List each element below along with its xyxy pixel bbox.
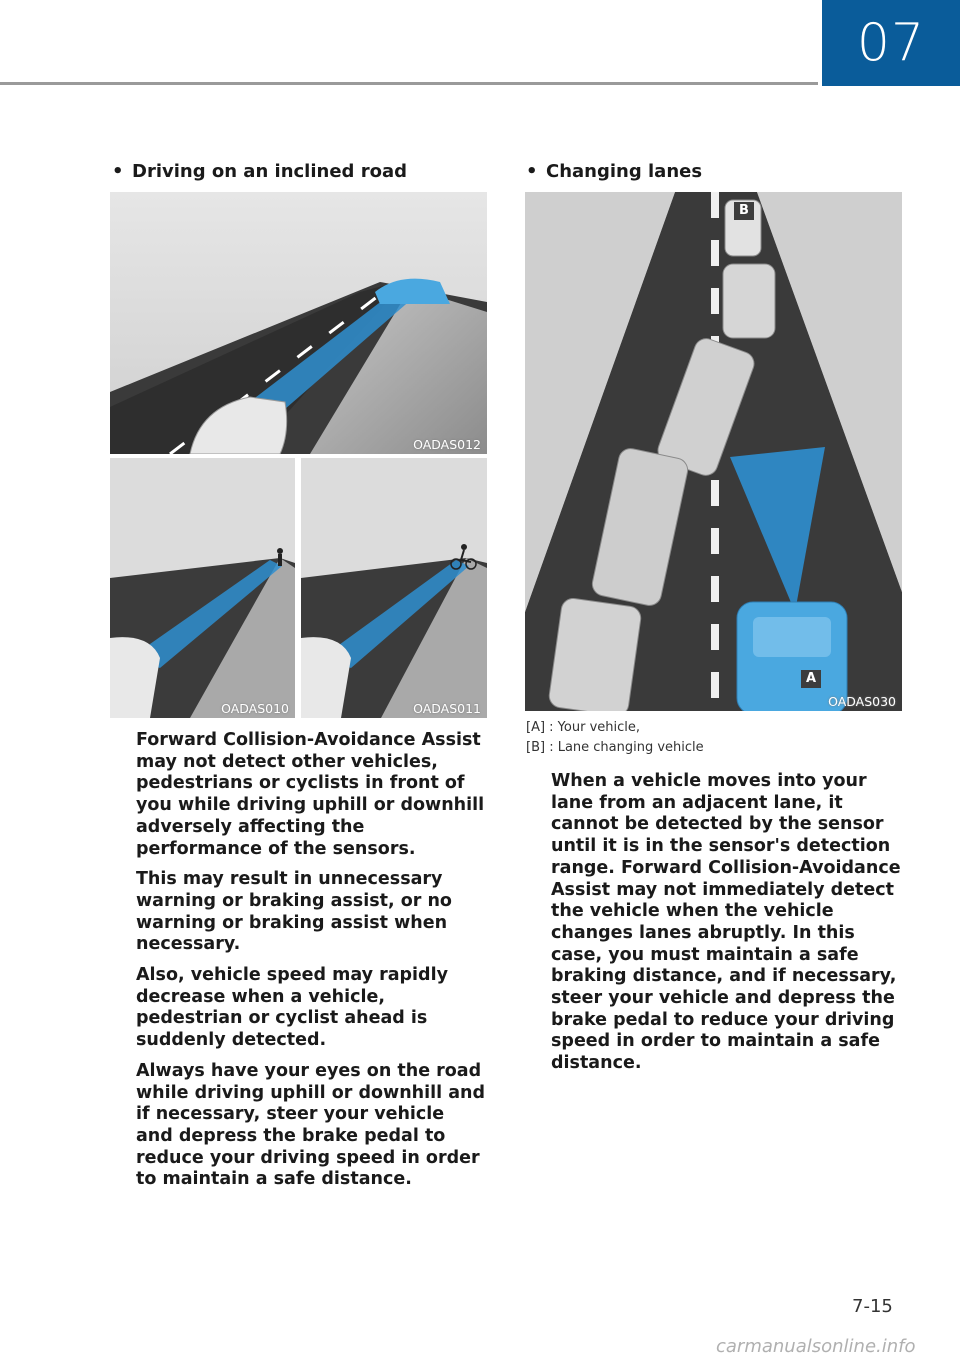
figure-code: OADAS010 [221, 701, 289, 716]
label-a: A [805, 671, 817, 686]
heading-text: Driving on an inclined road [132, 161, 407, 182]
figure-changing-lanes [525, 192, 902, 711]
figure-code: OADAS011 [413, 701, 481, 716]
caption-line: [B] : Lane changing vehicle [526, 740, 704, 755]
caption-line: [A] : Your vehicle, [526, 720, 640, 735]
changing-lanes-body [551, 771, 902, 1084]
cyclist-hill-illustration [301, 458, 487, 718]
bullet-icon: • [112, 161, 124, 182]
figure-caption [526, 718, 902, 758]
figure-inclined-road-pedestrian [110, 458, 295, 718]
section-heading-changing-lanes [526, 161, 702, 182]
pedestrian-hill-illustration [110, 458, 295, 718]
figure-code: OADAS030 [828, 694, 896, 709]
paragraph: Forward Collision-Avoidance Assist may not detect other vehicles, pedestrians or cyclists in front of you while driving uphill or downhill adversely affecting the performance of the sensors. [136, 730, 485, 859]
paragraph: When a vehicle moves into your lane from an adjacent lane, it cannot be detected by the sensor until it is in the sensor's detection range. Forward Collision-Avoidance Assist may not immediately detect the vehicle when the vehicle changes lanes abruptly. In this case, you must maintain a safe braking distance, and if necessary, steer your vehicle and depress the brake pedal to reduce your driving speed in order to maintain a safe distance. [551, 771, 901, 1074]
paragraph: Always have your eyes on the road while driving uphill or downhill and if necessary, steer your vehicle and depress the brake pedal to reduce your driving speed in order to maintain a safe distance. [136, 1060, 486, 1190]
page-number: 7-15 [852, 1296, 893, 1317]
inclined-road-body [136, 730, 486, 1200]
heading-text: Changing lanes [546, 161, 703, 182]
label-b: B [739, 203, 749, 218]
inclined-road-illustration [110, 192, 487, 454]
figure-inclined-road-cyclist [301, 458, 487, 718]
section-heading-inclined-road [112, 161, 407, 182]
lane-change-illustration [525, 192, 902, 711]
bullet-icon: • [526, 161, 538, 182]
figure-inclined-road-main [110, 192, 487, 454]
footer-watermark: carmanualsonline.info [716, 1336, 916, 1357]
figure-code: OADAS012 [413, 437, 481, 452]
paragraph: This may result in unnecessary warning or braking assist, or no warning or braking assist when necessary. [136, 869, 452, 955]
header-rule [0, 82, 818, 85]
paragraph: Also, vehicle speed may rapidly decrease when a vehicle, pedestrian or cyclist ahead is suddenly detected. [136, 965, 448, 1051]
chapter-tab: 07 [822, 0, 960, 86]
